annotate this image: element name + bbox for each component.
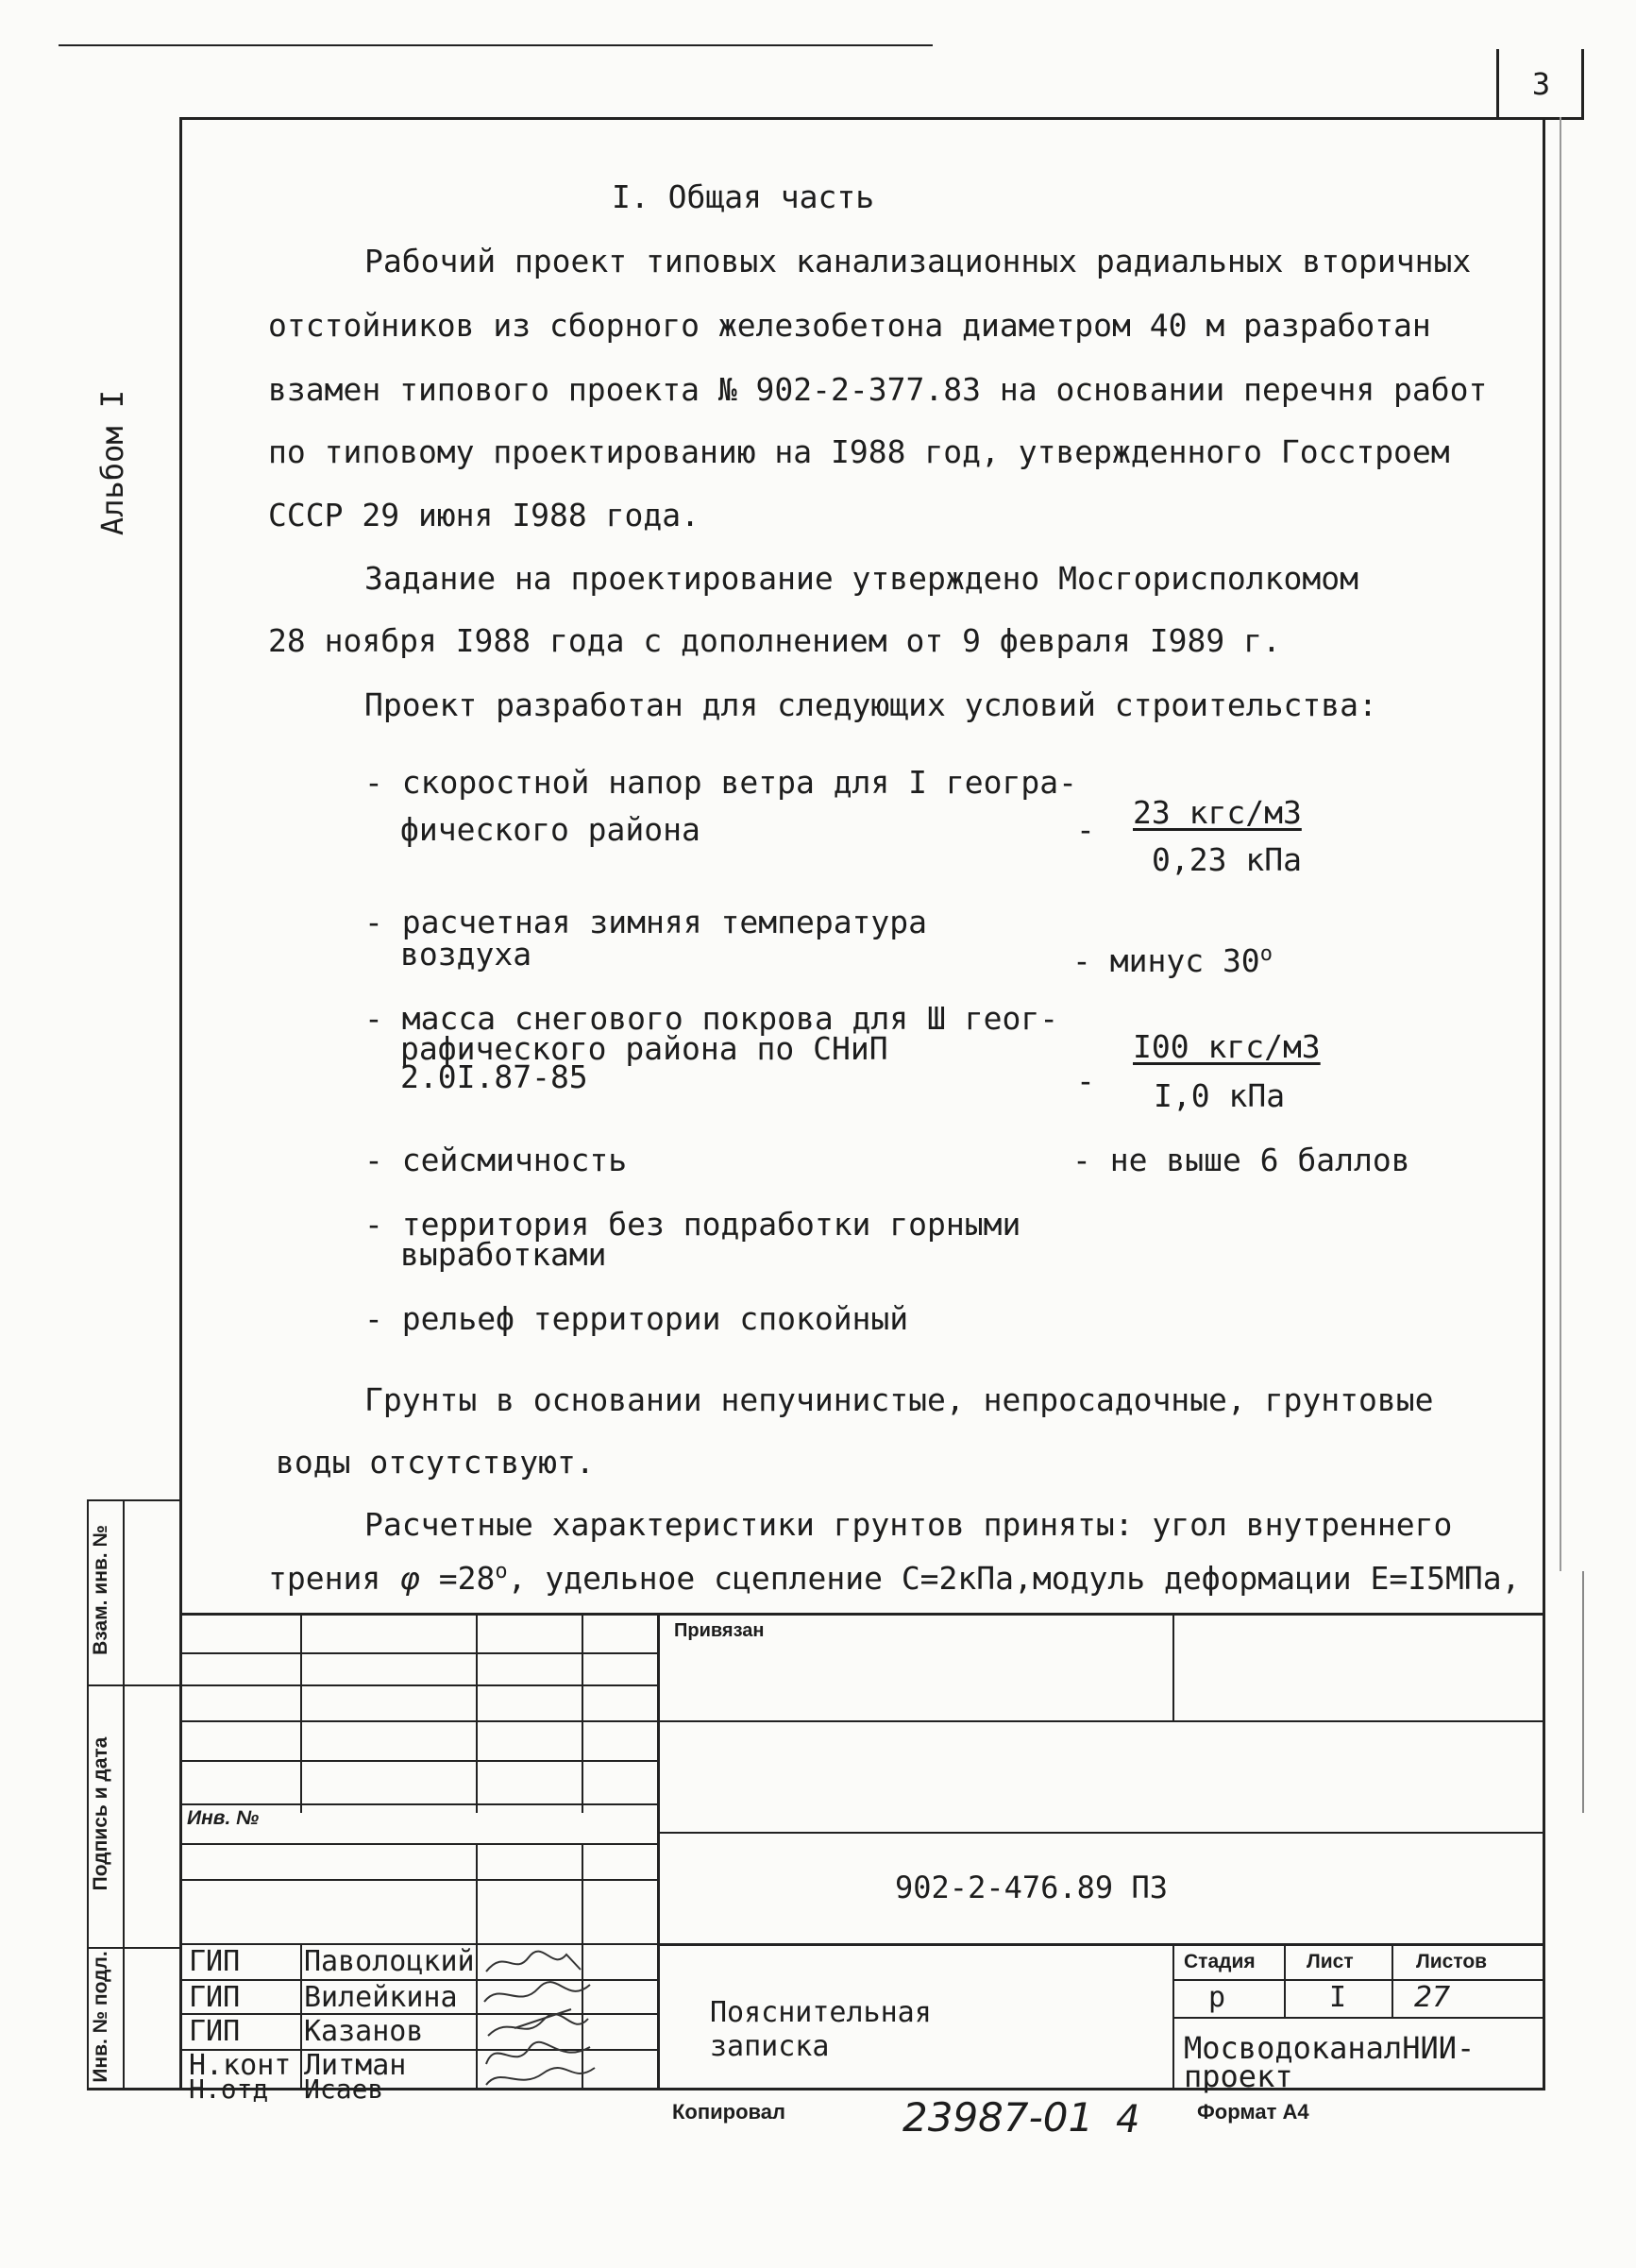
tb-left-row-3 [179,1720,657,1722]
signer-name-1: Паволоцкий [304,1945,475,1978]
para-line-5: СССР 29 июня I988 года. [268,497,700,533]
snow-dash: - [1076,1062,1095,1099]
tb-inv-no: Инв. № [187,1807,260,1829]
stamp-inv-podl: Инв. № подл. [90,1951,111,2083]
tb-doc-code: 902-2-476.89 ПЗ [895,1870,1168,1905]
frame-top [179,117,1584,120]
para-line-6: Задание на проектирование утверждено Мосгорисполкомом [364,560,1358,597]
tb-right-row-2 [657,1832,1545,1834]
footer-copied: Копировал [672,2100,786,2124]
tb-stage-value: р [1208,1981,1226,2014]
signer-role-2: ГИП [189,1981,241,2014]
tb-org-line-1: МосводоканалНИИ- [1184,2030,1476,2066]
tb-left-row-6 [179,1843,657,1845]
frame-left [179,117,182,2090]
tb-v3 [582,1613,583,1813]
tb-left-row-7 [179,1879,657,1881]
signer-name-2: Вилейкина [304,1981,458,2014]
wind-line-2: фического района [400,811,700,848]
snow-line-2: рафического района по СНиП [400,1030,888,1067]
top-rule [59,44,933,46]
frame-right [1543,117,1545,2090]
tb-stage-v3 [1391,1943,1393,2019]
stamp-div-1 [87,1684,181,1686]
signer-role-4: Н.конт [189,2049,292,2082]
para-line-1: Рабочий проект типовых канализационных радиальных вторичных [364,243,1472,279]
frame-right-outer [1560,117,1561,1571]
tb-v2 [476,1613,478,1813]
wind-dash: - [1076,811,1095,848]
signer-name-4: Литман [304,2049,407,2082]
stamp-vzam-inv: Взам. инв. № [90,1525,111,1655]
stamp-col-mid [123,1499,125,2090]
snow-value-kgs: I00 кгс/м3 [1133,1028,1321,1065]
footer-format: Формат А4 [1197,2100,1309,2124]
seismic-value: - не выше 6 баллов [1072,1142,1410,1178]
tb-sheets-label: Листов [1416,1951,1488,1972]
tb-v1 [300,1613,302,1813]
tb-stage-v2 [1284,1943,1286,2019]
seismic-label: - сейсмичность [364,1142,628,1178]
calc-line-1: Расчетные характеристики грунтов приняты: угол внутреннего [364,1506,1453,1543]
tb-left-row-2 [179,1684,657,1686]
stamp-podpis-data: Подпись и дата [90,1736,111,1891]
para-line-3: взамен типового проекта № 902-2-377.83 на основании перечня работ [268,371,1488,408]
stamp-col-left [87,1499,89,2090]
tb-org-line-2: проект [1184,2058,1293,2094]
territory-line-1: - территория без подработки горными [364,1206,1021,1243]
footer-handwritten-number: 23987-01 [902,2094,1094,2141]
tb-sig-v1 [300,1943,302,2090]
wind-value-kgs: 23 кгс/м3 [1133,794,1302,831]
tb-left-row-5 [179,1803,657,1805]
page-number-box-right [1581,49,1584,117]
tb-right-row-1 [657,1720,1545,1722]
soil-line-1: Грунты в основании непучинистые, непросадочные, грунтовые [364,1381,1434,1418]
footer-handwritten-sub: 4 [1116,2098,1140,2141]
album-label: Альбом I [94,389,130,536]
tb-left-cols-divider [657,1613,660,2090]
tb-doc-title-2: записка [710,2030,830,2063]
edge-mark [1582,1571,1584,1813]
tb-stage-h2 [1172,2017,1545,2019]
temp-line-2: воздуха [400,936,532,973]
tb-stage-h1 [1172,1979,1545,1981]
tb-sheet-label: Лист [1307,1951,1354,1972]
temp-line-1: - расчетная зимняя температура [364,904,928,940]
para-line-8: Проект разработан для следующих условий строительства: [364,686,1377,723]
page-number-box-left [1496,49,1499,117]
tb-sheets-value: 27 [1414,1981,1451,2014]
wind-line-1: - скоростной напор ветра для I геогра- [364,764,1077,801]
tb-sheet-value: I [1329,1981,1347,2014]
snow-value-kpa: I,0 кПа [1154,1077,1286,1114]
tb-left-row-4 [179,1760,657,1762]
tb-left-row-1 [179,1652,657,1654]
snow-line-3: 2.0I.87-85 [400,1058,588,1095]
signer-role-5: Н.отд [189,2073,269,2105]
wind-value-kpa: 0,23 кПа [1152,841,1302,878]
signer-name-5: Исаев [304,2073,384,2105]
tb-doc-title-1: Пояснительная [710,1996,932,2029]
tb-top [179,1613,1545,1616]
para-line-2: отстойников из сборного железобетона диаметром 40 м разработан [268,307,1431,344]
section-heading: I. Общая часть [612,178,875,215]
signer-name-3: Казанов [304,2015,424,2048]
territory-line-2: выработками [400,1236,607,1273]
signature-scribbles [477,1943,599,2090]
signer-role-1: ГИП [189,1945,241,1978]
temp-value: - минус $30^о$ [1072,942,1273,979]
tb-right-v [1172,1613,1174,1722]
page-number: 3 [1531,66,1551,102]
snow-line-1: - масса снегового покрова для Ш геог- [364,1000,1059,1037]
tb-right-row-3 [657,1943,1545,1946]
para-line-4: по типовому проектированию на I988 год, утвержденного Госстроем [268,433,1450,470]
relief-line: - рельеф территории спокойный [364,1300,909,1337]
para-line-7: 28 ноября I988 года с дополнением от 9 февраля I989 г. [268,622,1281,659]
tb-privyazan: Привязан [674,1620,765,1641]
phi-symbol: φ [399,1560,420,1597]
tb-stage-label: Стадия [1184,1951,1256,1972]
soil-line-2: воды отсутствуют. [276,1444,595,1481]
calc-line-2: трения $\varphi =28^о$, удельное сцепление С=2кПа,модуль деформации Е=I5МПа, [268,1560,1521,1597]
signer-role-3: ГИП [189,2015,241,2048]
